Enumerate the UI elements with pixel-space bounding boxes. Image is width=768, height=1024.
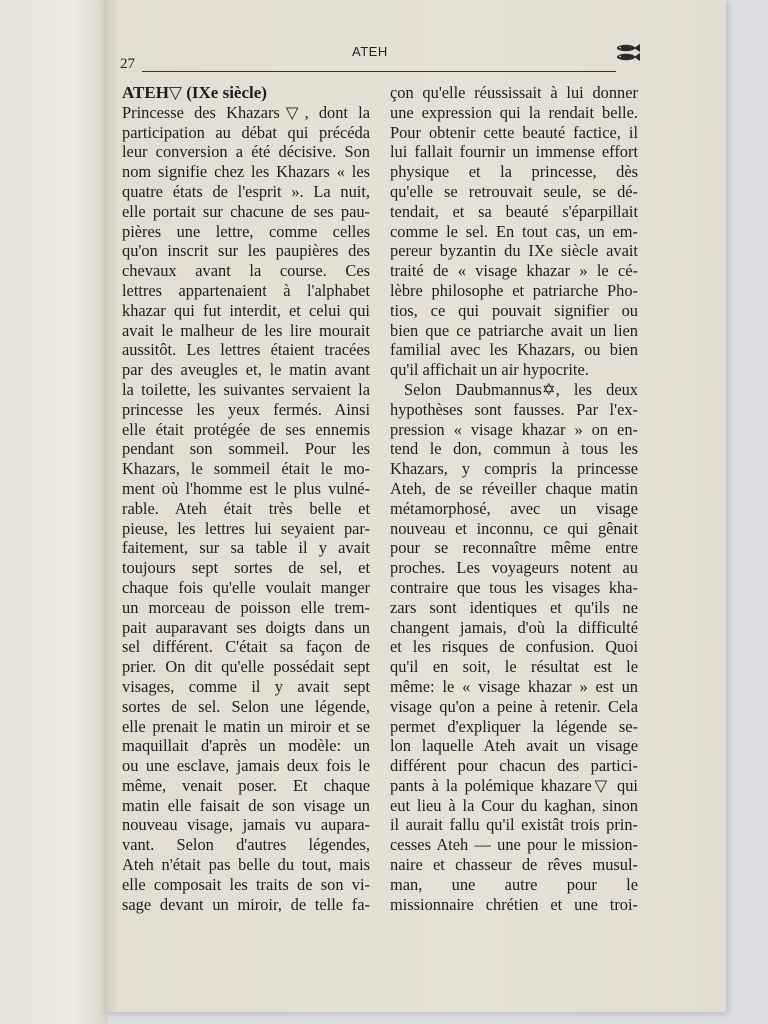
text-line: qu'il affichait un air hypocrite. [390, 360, 589, 380]
text-line: qu'il en soit, le résultat est le [390, 657, 638, 677]
header-rule [142, 71, 616, 72]
text-column-right [390, 83, 638, 914]
text-line: prier. On dit qu'elle possédait sept [122, 657, 370, 677]
text-line: çon qu'elle réussissait à lui donner [390, 83, 638, 102]
text-line: comme le sel. En tout cas, un em- [390, 221, 638, 241]
text-line: ATEH▽ (IXe siècle) [122, 83, 267, 102]
text-line: physique et la princesse, dès [390, 162, 638, 182]
running-title: ATEH [352, 44, 388, 59]
text-line: métamorphosé, avec un visage [390, 498, 638, 518]
text-line: princesse les yeux fermés. Ainsi [122, 399, 370, 419]
text-line: khazar qui fut interdit, et celui qui [122, 300, 370, 320]
text-line: elle composait les traits de son vi- [122, 874, 370, 894]
text-line: elle portait sur chacune de ses pau- [122, 201, 370, 221]
text-line: vant. Selon d'autres légendes, [122, 835, 370, 855]
text-line: il aurait fallu qu'il existât trois prin- [390, 815, 638, 835]
text-line: sage devant un miroir, de telle fa- [122, 894, 370, 914]
text-line: man, une autre pour le [390, 874, 638, 894]
text-line: Pour obtenir cette beauté factice, il [390, 122, 638, 142]
page-number: 27 [120, 56, 135, 72]
text-line: une expression qui la rendait belle. [390, 102, 638, 122]
text-line: qu'elle se retrouvait seule, se dé- [390, 181, 638, 201]
text-line: maquillait d'après un modèle: un [122, 736, 370, 756]
text-line: Khazars, y compris la princesse [390, 459, 638, 479]
text-line: par des aveugles et, le matin avant [122, 360, 370, 380]
text-column-left [122, 83, 370, 914]
text-line: leur conversion a été décisive. Son [122, 142, 370, 162]
text-line: sel différent. C'était sa façon de [122, 637, 370, 657]
text-line: bien que ce patriarche avait un lien [390, 320, 638, 340]
fish-icon [612, 42, 642, 64]
text-line: quatre états de l'esprit ». La nuit, [122, 181, 370, 201]
text-line: hypothèses sont fausses. Par l'ex- [390, 399, 638, 419]
text-line: ou une esclave, jamais deux fois le [122, 756, 370, 776]
text-line: visages, comme il y avait sept [122, 676, 370, 696]
text-line: différent pour chacun des partici- [390, 756, 638, 776]
text-line: participation au débat qui précéda [122, 122, 370, 142]
text-line: pants à la polémique khazare▽ qui [390, 775, 638, 795]
text-line: contraire que tous les visages kha- [390, 577, 638, 597]
text-line: pendant son sommeil. Pour les [122, 439, 370, 459]
text-line: changent jamais, d'où la difficulté [390, 617, 638, 637]
text-line: lon laquelle Ateh avait un visage [390, 736, 638, 756]
text-line: tend le don, commun à tous les [390, 439, 638, 459]
page-header [120, 40, 640, 76]
text-line: chaque fois qu'elle voulait manger [122, 577, 370, 597]
text-line: elle était protégée de ses ennemis [122, 419, 370, 439]
text-line: toujours sept sortes de sel, et [122, 558, 370, 578]
text-line: Ateh, de se réveiller chaque matin [390, 478, 638, 498]
text-line: cesses Ateh — une pour le mission- [390, 835, 638, 855]
text-line: missionnaire chrétien et une troi- [390, 894, 638, 914]
text-line: pereur byzantin du IXe siècle avait [390, 241, 638, 261]
text-line: pait auparavant ses doigts dans un [122, 617, 370, 637]
text-line: familial avec les Khazars, ou bien [390, 340, 638, 360]
text-line: pières une lettre, comme celles [122, 221, 370, 241]
text-line: eut lieu à la Cour du kaghan, sinon [390, 795, 638, 815]
text-line: nouveau visage, jamais vu aupara- [122, 815, 370, 835]
text-line: faitement, sur sa table il y avait [122, 538, 370, 558]
text-line: sortes de sel. Selon une légende, [122, 696, 370, 716]
text-line: matin elle faisait de son visage un [122, 795, 370, 815]
text-line: proches. Les voyageurs notent au [390, 558, 638, 578]
text-line: naire et chasseur de rêves musul- [390, 855, 638, 875]
text-line: zars sont identiques et qu'ils ne [390, 597, 638, 617]
text-line: Selon Daubmannus✡, les deux [404, 379, 638, 399]
text-line: nom signifie chez les Khazars « les [122, 162, 370, 182]
text-line: pieuse, les lettres lui seyaient par- [122, 518, 370, 538]
text-line: la toilette, les suivantes servaient la [122, 379, 370, 399]
text-line: nouveau et inconnu, ce qui gênait [390, 518, 638, 538]
facing-page-edge [0, 0, 108, 1024]
text-line: tios, ce qui pouvait signifier ou [390, 300, 638, 320]
text-line: un morceau de poisson elle trem- [122, 597, 370, 617]
text-line: lèbre philosophe et patriarche Pho- [390, 280, 638, 300]
text-line: avait le malheur de les lire mourait [122, 320, 370, 340]
text-line: Ateh n'était pas belle du tout, mais [122, 855, 370, 875]
text-line: tendait, et sa beauté s'éparpillait [390, 201, 638, 221]
text-line: même: le « visage khazar » est un [390, 676, 638, 696]
text-line: Princesse des Khazars▽, dont la [122, 102, 370, 122]
text-line: pour se reconnaître même entre [390, 538, 638, 558]
text-line: pression « visage khazar » on en- [390, 419, 638, 439]
text-line: visage qu'on a peine à retenir. Cela [390, 696, 638, 716]
text-line: lui fallait fournir un immense effort [390, 142, 638, 162]
text-line: ment où l'homme est le plus vulné- [122, 478, 370, 498]
text-line: Khazars, le sommeil était le mo- [122, 459, 370, 479]
text-line: et les risques de confusion. Quoi [390, 637, 638, 657]
text-line: lettres appartenaient à l'alphabet [122, 280, 370, 300]
text-line: traité de « visage khazar » le cé- [390, 261, 638, 281]
text-line: aussitôt. Les lettres étaient tracées [122, 340, 370, 360]
text-line: même, venait poser. Et chaque [122, 775, 370, 795]
text-line: qu'on inscrit sur les paupières des [122, 241, 370, 261]
text-line: chevaux avant la course. Ces [122, 261, 370, 281]
text-line: rable. Ateh était très belle et [122, 498, 370, 518]
text-line: permet d'expliquer la légende se- [390, 716, 638, 736]
text-line: elle prenait le matin un miroir et se [122, 716, 370, 736]
